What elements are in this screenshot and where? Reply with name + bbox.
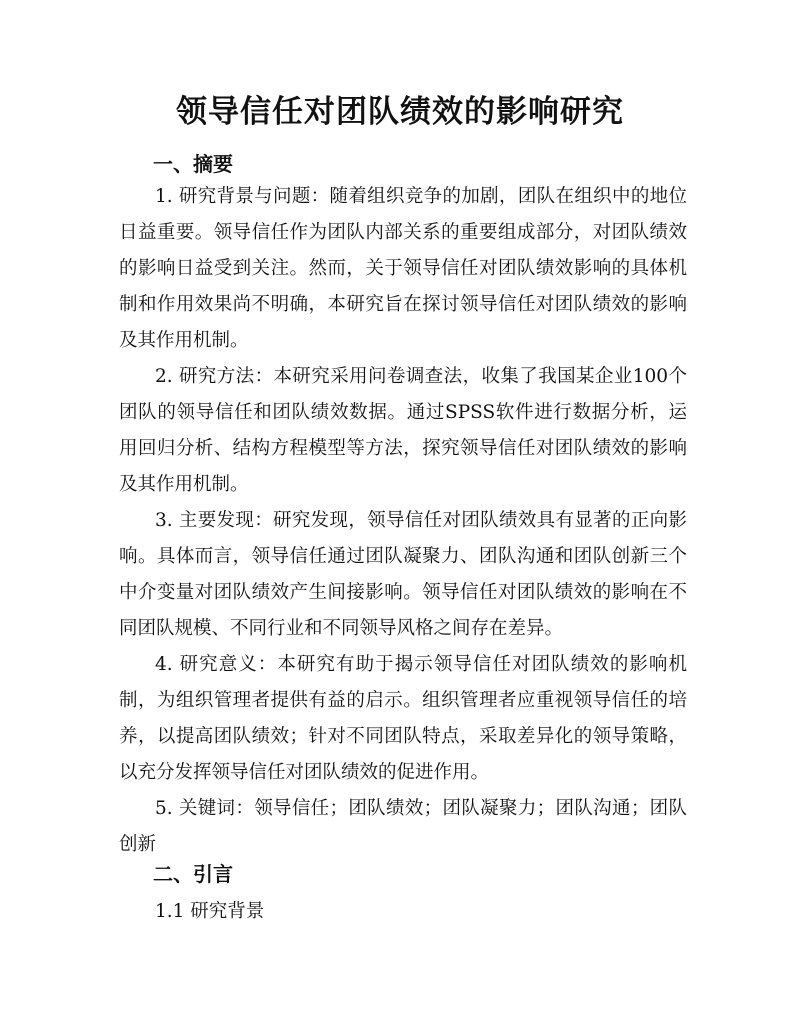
section-heading-abstract: 一、摘要 [153, 152, 233, 176]
document-title: 领导信任对团队绩效的影响研究 [176, 94, 624, 130]
subsection-heading-background: 1.1 研究背景 [155, 901, 265, 922]
abstract-paragraph-significance: 4. 研究意义：本研究有助于揭示领导信任对团队绩效的影响机制，为组织管理者提供有益的启示。组织管理者应重视领导信任的培养，以提高团队绩效；针对不同团队特点，采取差异化的领导策略，以充分发挥领导信任对团队绩效的促进作用。 [119, 654, 687, 783]
abstract-paragraph-findings: 3. 主要发现：研究发现，领导信任对团队绩效具有显著的正向影响。具体而言，领导信任通过团队凝聚力、团队沟通和团队创新三个中介变量对团队绩效产生间接影响。领导信任对团队绩效的影响在不同团队规模、不同行业和不同领导风格之间存在差异。 [119, 510, 687, 639]
abstract-paragraph-method: 2. 研究方法：本研究采用问卷调查法，收集了我国某企业100个团队的领导信任和团队绩效数据。通过SPSS软件进行数据分析，运用回归分析、结构方程模型等方法，探究领导信任对团队绩效的影响及其作用机制。 [119, 366, 687, 495]
abstract-paragraph-background: 1. 研究背景与问题：随着组织竞争的加剧，团队在组织中的地位日益重要。领导信任作为团队内部关系的重要组成部分，对团队绩效的影响日益受到关注。然而，关于领导信任对团队绩效影响的具体机制和作用效果尚不明确，本研究旨在探讨领导信任对团队绩效的影响及其作用机制。 [119, 186, 687, 351]
section-heading-introduction: 二、引言 [153, 862, 233, 886]
abstract-paragraph-keywords: 5. 关键词：领导信任；团队绩效；团队凝聚力；团队沟通；团队创新 [119, 798, 687, 855]
